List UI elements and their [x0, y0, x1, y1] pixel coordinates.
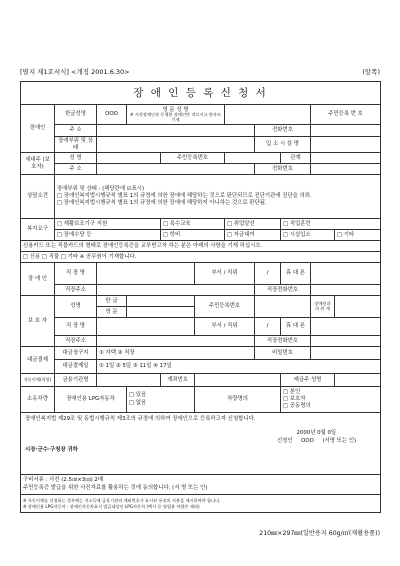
household-section: 세대주 (보호자)	[21, 153, 55, 175]
welfare-special-education[interactable]: □ 특수교육	[161, 219, 225, 230]
form-header	[20, 67, 380, 79]
guardian-name-title: 성명	[70, 303, 81, 310]
english-name-note: ※ 시각장애인과 동행한 장애인만 적으시고 한자도 기재	[129, 112, 222, 122]
applicant-dept-label: 부서 / 직위	[195, 263, 255, 285]
footnote-lpg: ※ 장애인용 LPG자동차 : 장애인자동차표지 발급대상인 LPG자동차 (택시 등 영업용 차량은 제외)	[23, 503, 200, 509]
welfare-section: 복지요구	[21, 219, 55, 241]
address-input[interactable]	[97, 125, 255, 137]
applicant-section: 장애인	[21, 105, 55, 153]
billing-address-options[interactable]: ① 자택 ② 직장	[97, 347, 255, 360]
english-name-input[interactable]	[225, 105, 311, 125]
household-address-input[interactable]	[97, 164, 255, 175]
guardian-name-label	[55, 296, 97, 318]
guardian-relation-label: 장애인과의 관 계	[311, 296, 335, 318]
household-relation-input[interactable]	[311, 153, 381, 164]
korean-name-value[interactable]: OOO	[97, 105, 127, 125]
card-intro: 신용카드 또는 직불카드의 형태로 장애인등록증을 교부받고자 하는 분은 아래의 사항을 기재 하십시오.	[21, 241, 381, 252]
photo-consent[interactable]: 주민등록증 발급을 위한 사진자료를 활용하는 것에 동의합니다. (서 명 또는 인)	[23, 484, 208, 491]
applicant-employer-label: 직 장 명	[55, 263, 97, 285]
welfare-other[interactable]: □ 기타	[335, 230, 381, 241]
consult-body	[55, 175, 381, 219]
guardian-korean-label: 한 글	[97, 296, 127, 307]
household-name-label: 성 명	[55, 153, 97, 164]
footnotes	[21, 495, 381, 513]
household-relation-label: 관계	[281, 153, 311, 164]
english-name-cell[interactable]	[127, 105, 225, 125]
addressee: 시장·군수·구청장 귀하	[25, 446, 78, 453]
guardian-work-address-input[interactable]	[97, 336, 255, 347]
guardian-employer-input[interactable]	[97, 318, 195, 336]
guardian-relation-input[interactable]	[335, 296, 381, 318]
account-holder-input[interactable]	[335, 374, 381, 387]
required-docs	[21, 475, 381, 495]
owner-joint-option[interactable]: □ 공동명의	[283, 403, 311, 409]
consult-option-not-eligible[interactable]: □ 장애인복지법시행규칙 별표 1의 규정에 의한 장애에 해당하지 아니하는 것으로 판단됨.	[57, 200, 267, 206]
welfare-tuition[interactable]: □ 학비	[161, 230, 225, 241]
billing-address-label: 대금청구지	[55, 347, 97, 360]
household-name-input[interactable]	[97, 153, 161, 164]
guardian-rrn-input[interactable]	[255, 296, 311, 318]
consult-option-refer[interactable]: □ 장애인복지법시행규칙 별표 1의 규정에 의한 장애에 해당하는 것으로 판단되므로 진단기관에 진단을 의뢰.	[57, 192, 312, 199]
guardian-work-address-label: 직장주소	[55, 336, 97, 347]
account-holder-label: 예금주 성명	[281, 374, 335, 387]
guardian-english-input[interactable]	[127, 307, 195, 318]
guardian-korean-input[interactable]	[127, 296, 195, 307]
consult-section: 상담소견	[21, 175, 55, 219]
guardian-work-phone-input[interactable]	[311, 336, 381, 347]
applicant-employer-input[interactable]	[97, 263, 195, 285]
guardian-dept-label: 부서 / 직위	[195, 318, 255, 336]
address-label: 주 소	[55, 125, 97, 137]
payment-day-options[interactable]: ① 1일 ② 5일 ③ 11일 ④ 17일	[97, 360, 381, 374]
declaration-block	[21, 413, 381, 475]
guardian-work-phone-label: 직장전화번호	[255, 336, 311, 347]
footnote-autopay: ※ 자동이체를 신청하는 경우에는 저소득에 금융기관의 계좌번호가 표시된 통장의 사본을 제시하여야 합니다.	[23, 498, 221, 504]
registration-form	[20, 81, 381, 513]
bank-name-label: 금융기관명	[55, 374, 97, 387]
lpg-vehicle-options	[127, 387, 195, 413]
vehicle-section: 소유차량	[21, 387, 55, 413]
lpg-have-option[interactable]: □ 있음	[129, 392, 147, 399]
household-phone-label: 전화번호	[255, 164, 311, 175]
owner-guardian-option[interactable]: □ 보호자	[283, 395, 306, 402]
required-docs-line1: 구비서류 : 사진 (2.5㎝×3㎝) 2매	[23, 477, 104, 484]
page-side: (앞쪽)	[362, 68, 380, 76]
applicant-mobile-label: 휴 대 폰	[281, 263, 311, 285]
welfare-facility[interactable]: □ 시설입소	[281, 230, 335, 241]
bank-name-input[interactable]	[97, 374, 161, 387]
facility-input[interactable]	[311, 137, 381, 153]
applicant-work-address-input[interactable]	[97, 285, 255, 296]
payment-day-label: 대금결제일	[55, 360, 97, 374]
korean-name-label: 한글성명	[55, 105, 97, 125]
lpg-vehicle-label: 장애인용 LPG자동차	[55, 387, 127, 413]
vehicle-owner-label: 차량명의	[195, 387, 281, 413]
household-address-label: 주 소	[55, 164, 97, 175]
rrn-label: 주민등록 번 호	[311, 105, 381, 125]
applicant-work-phone-input[interactable]	[311, 285, 381, 296]
guardian-dept-slash[interactable]: /	[255, 318, 281, 336]
declaration-date[interactable]: 2000년 0월 0일	[296, 429, 337, 436]
welfare-allowance[interactable]: □ 장애수당 등	[55, 230, 161, 241]
signer-line	[25, 438, 376, 444]
account-number-label: 계좌번호	[161, 374, 195, 387]
applicant-work-phone-label: 직장전화번호	[255, 285, 311, 296]
guardian-english-label: 영 문	[97, 307, 127, 318]
household-rrn-label: 주민등록번호	[161, 153, 225, 164]
disability-type-input[interactable]	[97, 137, 255, 153]
guardian-mobile-input[interactable]	[311, 318, 381, 336]
password-label: 비밀번호	[255, 347, 311, 360]
welfare-job-placement[interactable]: □ 취업알선	[225, 219, 281, 230]
household-phone-input[interactable]	[311, 164, 381, 175]
english-name-label: 영 문 성 명	[162, 106, 189, 113]
guardian-section: 보 호 자	[21, 296, 55, 347]
autopay-section: 자동이체(희망)	[21, 374, 55, 387]
lpg-none-option[interactable]: □ 없음	[129, 399, 147, 406]
signer-label: 신청인	[276, 437, 293, 444]
welfare-assistive-device[interactable]: □ 재활보조기구 지원	[55, 219, 161, 230]
disability-type-label: 장애부위 및 상태	[55, 137, 97, 153]
payment-section: 대금결제	[21, 347, 55, 374]
facility-label: 입 소 시 설 명	[255, 137, 311, 153]
vehicle-owner-options	[281, 387, 381, 413]
guardian-rrn-label: 주민등록번호	[195, 296, 255, 318]
phone-label: 전화번호	[255, 125, 311, 137]
paper-spec: 210㎜×297㎜(일반용지 60g/㎡(재활용품))	[259, 530, 380, 537]
owner-self-option[interactable]: □ 본인	[283, 388, 301, 395]
signature-note: (서명 또는 인)	[322, 437, 357, 444]
guardian-mobile-label: 휴 대 폰	[281, 318, 311, 336]
declaration-text: 장애인복지법 제29조 및 동법시행규칙 제3조의 규정에 의하여 장애인으로 등록하고자 신청합니다.	[25, 416, 256, 422]
consult-head: 장애부위 및 상태 : (해당란에 ☑표시)	[57, 185, 145, 192]
account-number-input[interactable]	[195, 374, 281, 387]
password-input[interactable]	[311, 347, 381, 360]
form-number: [별지 제1호서식] <개정 2001.6.30>	[20, 68, 130, 76]
phone-input[interactable]	[311, 125, 381, 137]
applicant-dept-slash[interactable]: /	[255, 263, 281, 285]
applicant-work-section: 장 애 인	[21, 263, 55, 296]
form-title: 장 애 인 등 록 신 청 서	[21, 82, 381, 105]
welfare-loan[interactable]: □ 자금대여	[225, 230, 281, 241]
signer-name[interactable]: OOO	[301, 437, 314, 444]
guardian-employer-label: 직 장 명	[55, 318, 97, 336]
applicant-mobile-input[interactable]	[311, 263, 381, 285]
welfare-vocational-training[interactable]: □ 직업훈련	[281, 219, 381, 230]
applicant-work-address-label: 직장주소	[55, 285, 97, 296]
card-type-options[interactable]: □ 신용 □ 직불 □ 기타 ※ 공무원이 기재합니다.	[21, 252, 381, 263]
household-rrn-input[interactable]	[225, 153, 281, 164]
